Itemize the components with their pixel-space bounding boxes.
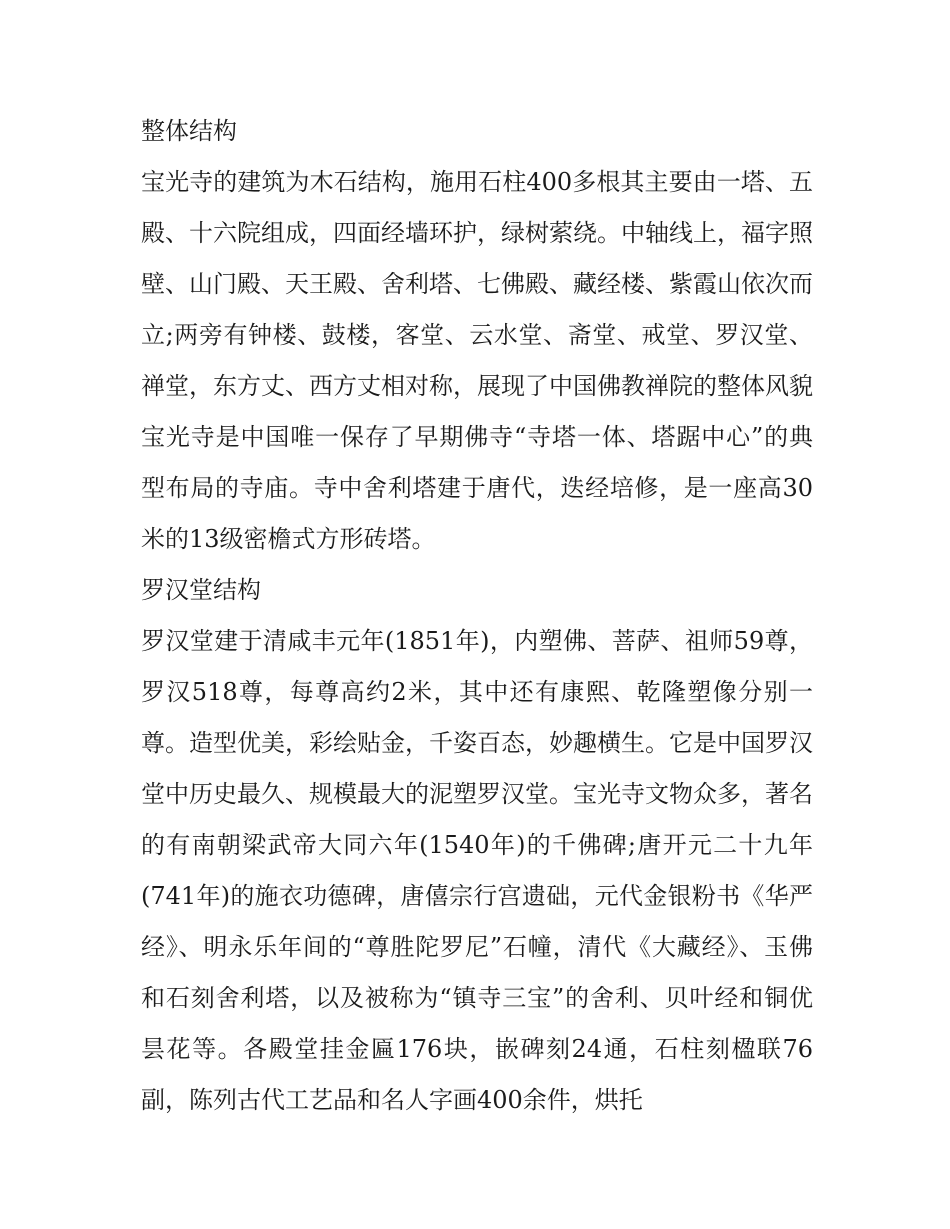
document-body [141, 106, 813, 1126]
section-paragraph-overall-structure: 宝光寺的建筑为木石结构，施用石柱400多根其主要由一塔、五殿、十六院组成，四面经墙环护，绿树萦绕。中轴线上，福字照壁、山门殿、天王殿、舍利塔、七佛殿、藏经楼、紫霞山依次而立;两旁有钟楼、鼓楼，客堂、云水堂、斋堂、戒堂、罗汉堂、禅堂，东方丈、西方丈相对称，展现了中国佛教禅院的整体风貌宝光寺是中国唯一保存了早期佛寺“寺塔一体、塔踞中心”的典型布局的寺庙。寺中舍利塔建于唐代，迭经培修，是一座高30米的13级密檐式方形砖塔。 [141, 168, 813, 553]
section-heading-overall-structure: 整体结构 [141, 117, 237, 145]
section-paragraph-arhat-hall: 罗汉堂建于清咸丰元年(1851年)，内塑佛、菩萨、祖师59尊，罗汉518尊，每尊高约2米，其中还有康熙、乾隆塑像分别一尊。造型优美，彩绘贴金，千姿百态，妙趣横生。它是中国罗汉堂中历史最久、规模最大的泥塑罗汉堂。宝光寺文物众多，著名的有南朝梁武帝大同六年(1540年)的千佛碑;唐开元二十九年(741年)的施衣功德碑，唐僖宗行宫遗础，元代金银粉书《华严经》、明永乐年间的“尊胜陀罗尼”石幢，清代《大藏经》、玉佛和石刻舍利塔，以及被称为“镇寺三宝”的舍利、贝叶经和铜优昙花等。各殿堂挂金匾176块，嵌碑刻24通，石柱刻楹联76副，陈列古代工艺品和名人字画400余件，烘托 [141, 627, 813, 1114]
section-heading-arhat-hall: 罗汉堂结构 [141, 576, 261, 604]
